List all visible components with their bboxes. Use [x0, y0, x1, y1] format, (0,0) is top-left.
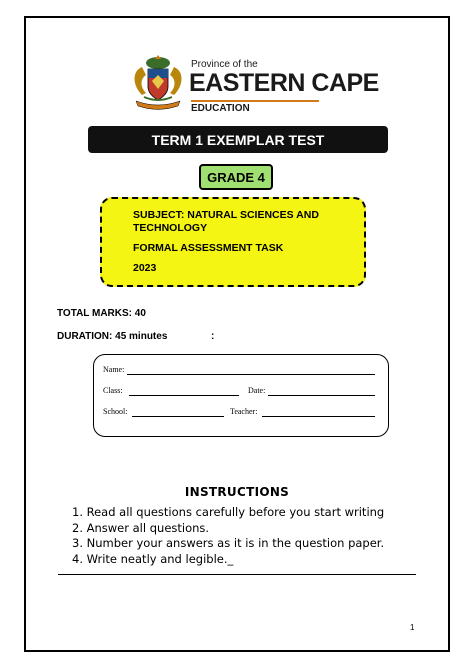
learner-details-box	[93, 354, 389, 437]
instructions-heading: INSTRUCTIONS	[184, 485, 290, 499]
logo-underline	[191, 100, 319, 102]
instruction-item: 1. Read all questions carefully before you start writing	[72, 505, 385, 519]
teacher-field[interactable]	[262, 416, 375, 417]
name-label: Name:	[103, 365, 125, 374]
instructions-list	[72, 505, 384, 567]
test-title: TERM 1 EXEMPLAR TEST	[88, 126, 388, 153]
duration: DURATION: 45 minutes	[57, 331, 168, 342]
class-field[interactable]	[129, 395, 239, 396]
total-marks: TOTAL MARKS: 40	[57, 308, 146, 319]
assessment-task-label: FORMAL ASSESSMENT TASK	[133, 242, 284, 254]
instruction-item: 3. Number your answers as it is in the question paper.	[72, 536, 385, 550]
school-label: School:	[103, 407, 128, 416]
subject-line-1: SUBJECT: NATURAL SCIENCES AND	[133, 209, 319, 221]
footer-divider	[58, 574, 416, 575]
logo-eastern-cape-text: EASTERN CAPE	[189, 69, 379, 97]
date-field[interactable]	[268, 395, 375, 396]
page-number: 1	[410, 623, 415, 632]
duration-colon: :	[211, 331, 215, 342]
grade-badge: GRADE 4	[199, 164, 273, 190]
eastern-cape-logo	[128, 55, 379, 114]
logo-education-text: EDUCATION	[191, 103, 250, 114]
coat-of-arms-icon	[128, 55, 188, 113]
subject-box	[100, 197, 366, 287]
instruction-item: 4. Write neatly and legible._	[72, 551, 234, 566]
instruction-item: 2. Answer all questions.	[72, 520, 210, 535]
teacher-label: Teacher:	[230, 407, 258, 416]
logo-province-text: Province of the	[191, 59, 258, 70]
school-field[interactable]	[132, 416, 224, 417]
date-label: Date:	[248, 386, 266, 395]
class-label: Class:	[103, 386, 123, 395]
name-field[interactable]	[127, 374, 375, 375]
year-label: 2023	[133, 262, 157, 274]
subject-line-2: TECHNOLOGY	[133, 222, 208, 234]
